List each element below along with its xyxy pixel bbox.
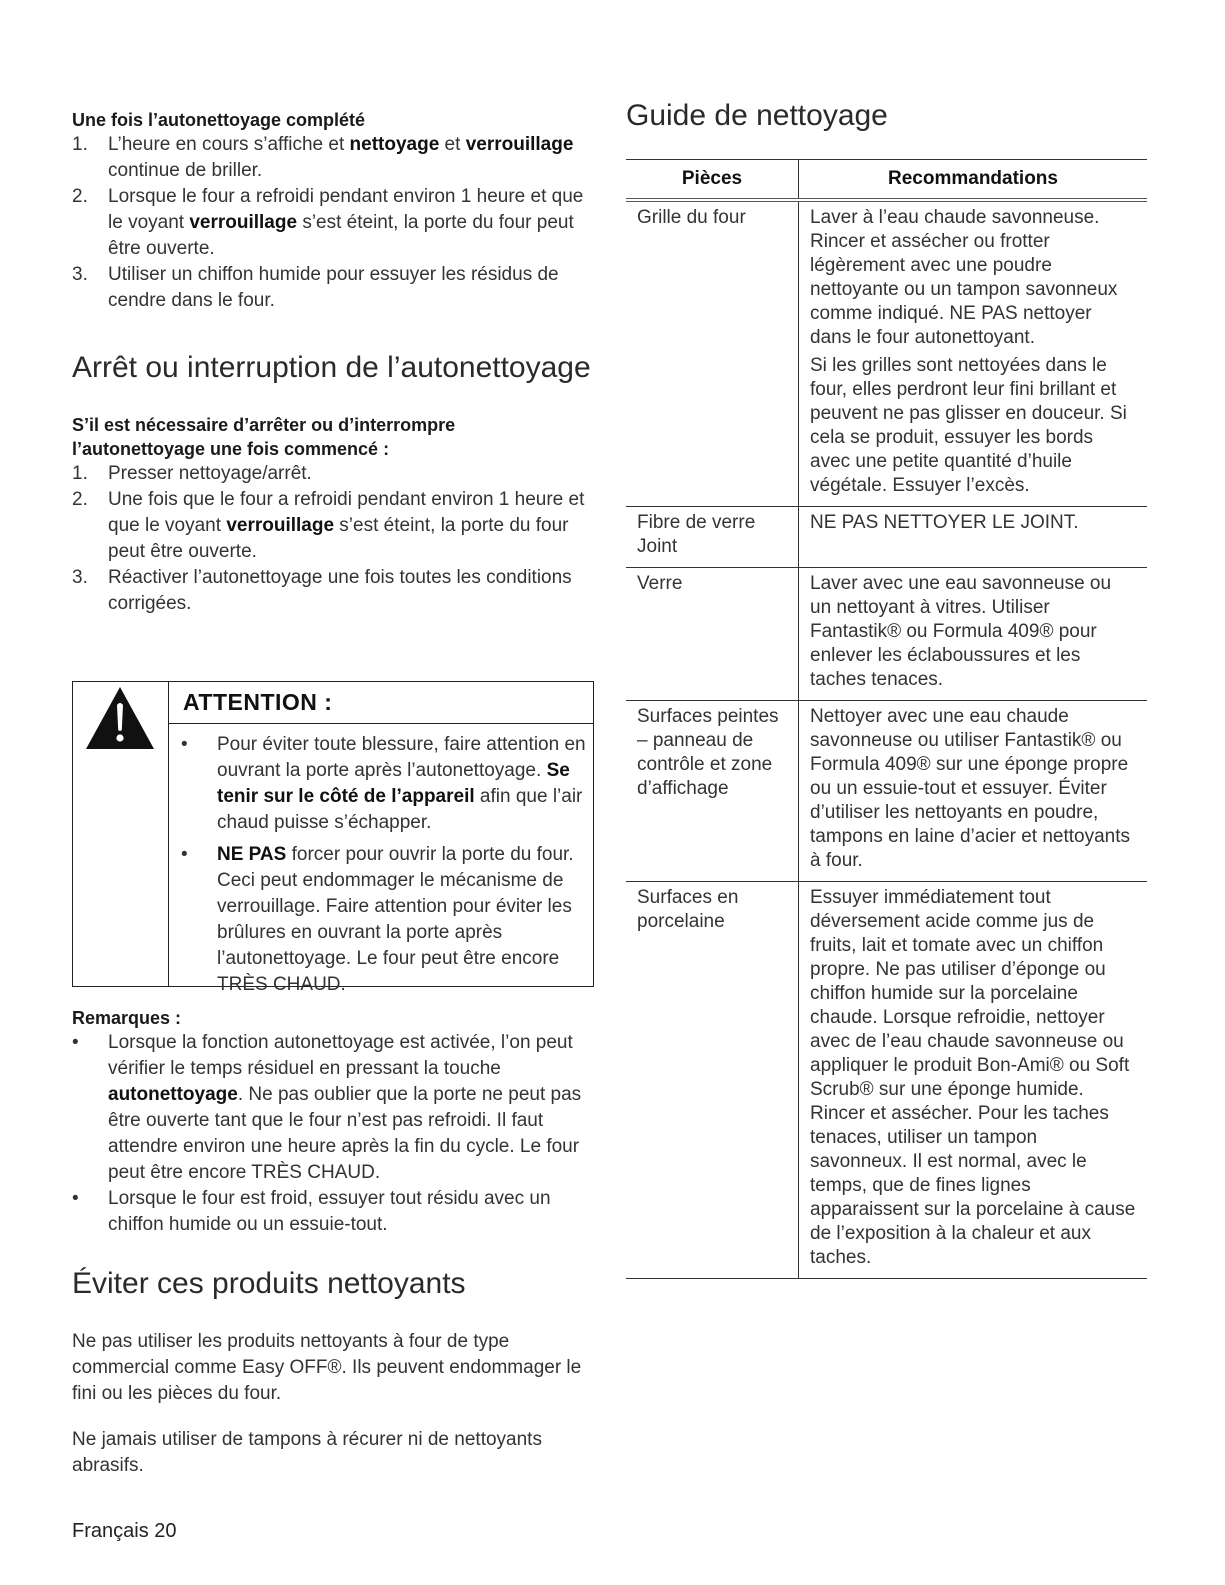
text-run: Presser nettoyage/arrêt. — [108, 463, 312, 484]
bullet-icon: • — [72, 1032, 79, 1053]
stop-section-title: Arrêt ou interruption de l’autonettoyage — [72, 351, 591, 384]
bold-text: nettoyage — [349, 134, 440, 155]
step-item — [72, 184, 592, 262]
bullet-icon: • — [181, 734, 188, 755]
bold-text: verrouillage — [226, 515, 335, 536]
bullet-item — [72, 1186, 592, 1238]
right-column — [626, 98, 1154, 1279]
completed-steps — [72, 132, 592, 314]
recommendation-cell — [799, 507, 1148, 568]
table-row — [626, 882, 1147, 1279]
recommendation-cell — [799, 701, 1148, 882]
attention-box — [72, 681, 594, 995]
text-run: s’est éteint, la porte du four peut être ouverte. — [108, 515, 569, 562]
recommendation-cell — [799, 200, 1148, 507]
part-cell — [626, 701, 799, 882]
text-run: Lorsque le four a refroidi pendant environ 1 heure et que le voyant — [108, 186, 584, 233]
table-row — [626, 200, 1147, 507]
part-name: Grille du four — [637, 207, 746, 228]
part-name: Fibre de verre — [637, 512, 756, 533]
text-run: afin que l’air chaud puisse s’échapper. — [217, 786, 583, 833]
text-run: forcer pour ouvrir la porte du four. Ceci peut endommager le mécanisme de verrouillage. Faire attention pour éviter les brûlures en ouvrant la porte après l’autonettoyage. Le four peut être encore TRÈS CHAUD. — [217, 844, 574, 995]
table-row — [626, 568, 1147, 701]
guide-table-body — [626, 200, 1147, 1279]
step-item — [72, 132, 592, 184]
attention-title: ATTENTION : — [169, 682, 593, 724]
step-number: 2. — [72, 489, 88, 510]
guide-title: Guide de nettoyage — [626, 99, 888, 132]
part-cell — [626, 882, 799, 1279]
step-item — [72, 487, 592, 565]
text-run: Lorsque le four est froid, essuyer tout résidu avec un chiffon humide ou un essuie-tout. — [108, 1188, 551, 1235]
stop-subheading: S’il est nécessaire d’arrêter ou d’interrompre l’autonettoyage une fois commencé : — [72, 415, 456, 459]
part-name: Joint — [637, 536, 678, 557]
text-run: L’heure en cours s’affiche et — [108, 134, 350, 155]
col-header-recommendations: Recommandations — [799, 160, 1148, 201]
recommendation-text: Essuyer immédiatement tout déversement acide comme jus de fruits, lait et tomate avec un chiffon propre. Ne pas utiliser d’éponge ou chiffon humide sur la porcelaine chaude. Lorsque refroidie, nettoyer avec de l’eau chaude savonneuse ou appliquer le produit Bon-Ami® ou Soft Scrub® sur une éponge humide. Rincer et assécher. Pour les taches tenaces, utiliser un tampon savonneux. Il est normal, avec le temps, que de fines lignes apparaissent sur la porcelaine à cause de l’exposition à la chaleur et aux taches. — [810, 887, 1136, 1268]
attention-icon-cell — [73, 682, 169, 986]
stop-steps — [72, 461, 592, 617]
table-row — [626, 701, 1147, 882]
text-run: Lorsque la fonction autonettoyage est activée, l’on peut vérifier le temps résiduel en pressant la touche — [108, 1032, 573, 1079]
completed-heading: Une fois l’autonettoyage complété — [72, 110, 366, 130]
attention-list — [181, 732, 587, 1004]
avoid-paragraph-2: Ne jamais utiliser de tampons à récurer ni de nettoyants abrasifs. — [72, 1429, 542, 1476]
recommendation-text: Si les grilles sont nettoyées dans le four, elles perdront leur fini brillant et peuvent ne pas glisser en douceur. Si cela se produit, essuyer les bords avec une petite quantité d’huile végétale. Essuyer l’excès. — [810, 355, 1127, 496]
text-run: Utiliser un chiffon humide pour essuyer les résidus de cendre dans le four. — [108, 264, 559, 311]
bold-text: NE PAS — [217, 844, 287, 865]
bullet-item — [181, 732, 587, 836]
recommendation-text: Nettoyer avec une eau chaude savonneuse ou utiliser Fantastik® ou Formula 409® sur une éponge propre ou un essuie-tout et essuyer. Éviter d’utiliser les nettoyants en poudre, tampons en laine d’acier et nettoyants à four. — [810, 706, 1131, 871]
bold-text: Se tenir sur le côté de l’appareil — [217, 760, 570, 807]
bullet-icon: • — [181, 844, 188, 865]
col-header-parts: Pièces — [626, 160, 799, 201]
part-name: Verre — [637, 573, 683, 594]
remarks-list — [72, 1030, 592, 1238]
text-run: Pour éviter toute blessure, faire attention en ouvrant la porte après l’autonettoyage. — [217, 734, 586, 781]
recommendation-text: Laver avec une eau savonneuse ou un nettoyant à vitres. Utiliser Fantastik® ou Formula 409® pour enlever les éclaboussures et les taches tenaces. — [810, 573, 1112, 690]
part-cell — [626, 200, 799, 507]
table-row — [626, 507, 1147, 568]
recommendation-cell — [799, 882, 1148, 1279]
bold-text: verrouillage — [189, 212, 298, 233]
avoid-paragraph-1: Ne pas utiliser les produits nettoyants à four de type commercial comme Easy OFF®. Ils peuvent endommager le fini ou les pièces du four. — [72, 1331, 582, 1404]
bullet-item — [72, 1030, 592, 1186]
recommendation-text: Laver à l’eau chaude savonneuse. Rincer et assécher ou frotter légèrement avec une poudre nettoyante ou un tampon savonneux comme indiqué. NE PAS nettoyer dans le four autonettoyant. — [810, 207, 1118, 348]
step-number: 1. — [72, 134, 88, 155]
left-column — [72, 108, 592, 617]
recommendation-cell — [799, 568, 1148, 701]
text-run: Réactiver l’autonettoyage une fois toutes les conditions corrigées. — [108, 567, 572, 614]
step-number: 3. — [72, 567, 88, 588]
step-item — [72, 262, 592, 314]
step-item — [72, 565, 592, 617]
cleaning-guide-table — [626, 159, 1147, 1279]
bold-text: verrouillage — [465, 134, 574, 155]
avoid-section-title: Éviter ces produits nettoyants — [72, 1267, 466, 1300]
recommendation-text: NE PAS NETTOYER LE JOINT. — [810, 512, 1079, 533]
text-run: continue de briller. — [108, 160, 263, 181]
text-run: Une fois que le four a refroidi pendant environ 1 heure et que le voyant — [108, 489, 585, 536]
part-cell — [626, 568, 799, 701]
step-number: 3. — [72, 264, 88, 285]
remarks-section — [72, 1006, 592, 1479]
part-cell — [626, 507, 799, 568]
bullet-item — [181, 842, 587, 998]
bold-text: autonettoyage — [108, 1084, 238, 1105]
page-footer: Français 20 — [72, 1520, 177, 1542]
text-run: s’est éteint, la porte du four peut être ouverte. — [108, 212, 574, 259]
part-name: Surfaces peintes – panneau de contrôle et zone d’affichage — [637, 706, 779, 799]
step-item — [72, 461, 592, 487]
warning-triangle-icon — [84, 685, 156, 751]
step-number: 1. — [72, 463, 88, 484]
part-name: Surfaces en porcelaine — [637, 887, 739, 932]
text-run: et — [439, 134, 466, 155]
remarks-heading: Remarques : — [72, 1008, 182, 1028]
text-run: . Ne pas oublier que la porte ne peut pas être ouverte tant que le four n’est pas refroidi. Il faut attendre environ une heure après la fin du cycle. Le four peut être encore TRÈS CHAUD. — [108, 1084, 582, 1183]
step-number: 2. — [72, 186, 88, 207]
bullet-icon: • — [72, 1188, 79, 1209]
